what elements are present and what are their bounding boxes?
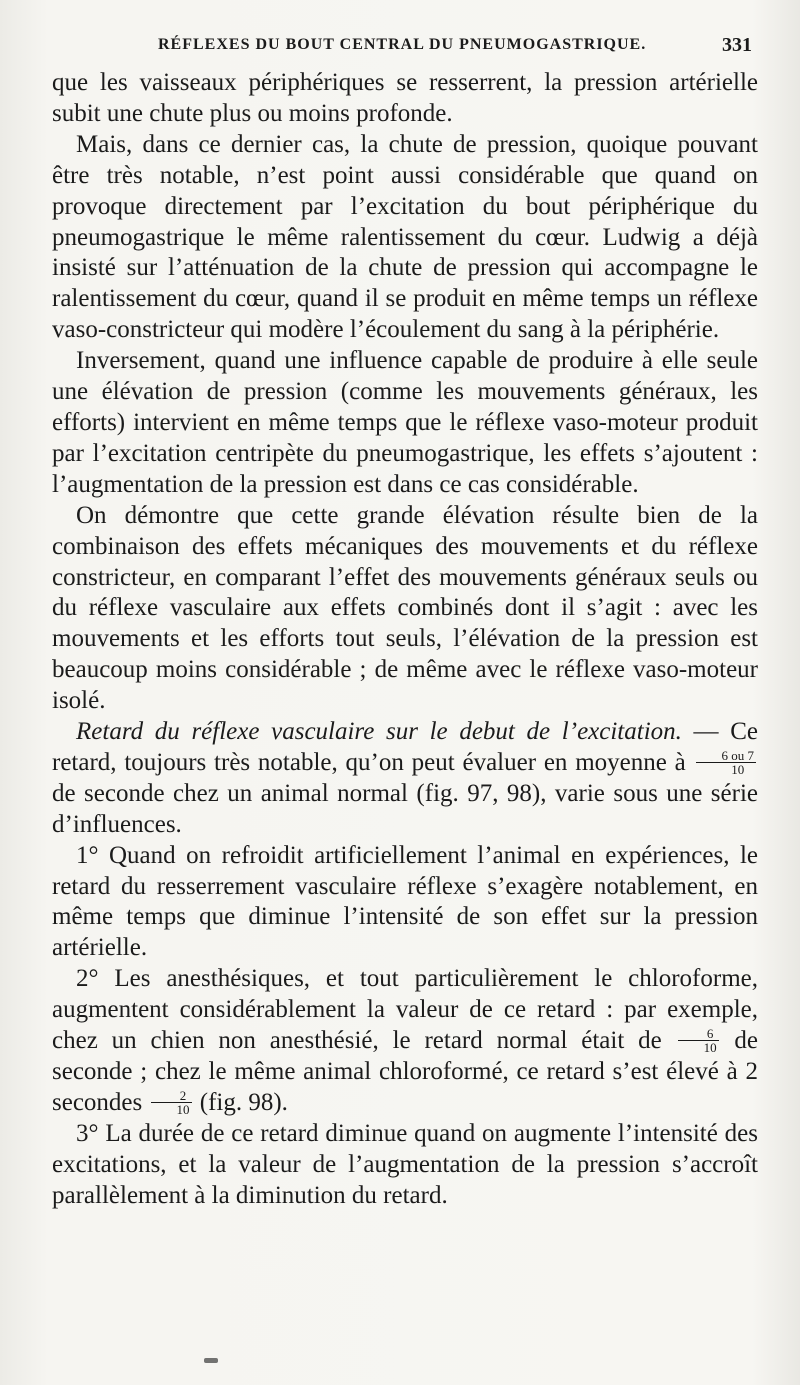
paragraph-3: Inversement, quand une influence capable de produire à elle seule une élévation de pression (comme les mouvements généraux, les efforts) intervient en même temps que le réflexe vaso-moteur produit par l’excitation centripète du pneumogastrique, les effets s’ajoutent : l’augmentation de la pression est dans ce cas considérable.: [52, 347, 758, 498]
paragraph-7: [52, 964, 758, 1119]
paragraph-4: On démontre que cette grande élévation résulte bien de la combinaison des effets mécaniques des mouvements et du réflexe constricteur, en comparant l’effet des mouvements généraux seuls ou du réflexe vasculaire aux effets combinés dont il s’agit : avec les mouvements et les efforts tout seuls, l’élévation de la pression est beaucoup moins considérable ; de même avec le réflexe vaso-moteur isolé.: [52, 501, 758, 715]
fraction-numerator: 6: [678, 1027, 719, 1041]
fraction-denominator: 10: [731, 761, 745, 777]
page-number: 331: [722, 34, 752, 56]
paragraph-5-text-a: — Ce retard, toujours très notable, qu’on peut évaluer en moyenne à: [52, 718, 758, 776]
paragraph-1: que les vaisseaux périphériques se resserrent, la pression artérielle subit une chute plus ou moins profonde.: [52, 69, 758, 127]
paragraph-7-text-c: (fig. 98).: [193, 1088, 288, 1116]
paragraph-6: 1° Quand on refroidit artificiellement l’animal en expériences, le retard du resserrement vasculaire réflexe s’exagère notablement, en même temps que diminue l’intensité de son effet sur la pression artérielle.: [52, 841, 758, 962]
paragraph-8: 3° La durée de ce retard diminue quand on augmente l’intensité des excitations, et la valeur de l’augmentation de la pression s’accroît parallèlement à la diminution du retard.: [52, 1119, 758, 1209]
paragraph-5: [52, 717, 758, 841]
section-heading: Retard du réflexe vasculaire sur le debut de l’excitation.: [76, 718, 682, 746]
paragraph-2: Mais, dans ce dernier cas, la chute de pression, quoique pouvant être très notable, n’est point aussi considérable que quand on provoque directement par l’excitation du bout périphérique du pneumogastrique le même ralentissement du cœur. Ludwig a déjà insisté sur l’atténuation de la chute de pression qui accompagne le ralentissement du cœur, quand il se produit en même temps un réflexe vaso-constricteur qui modère l’écoulement du sang à la périphérie.: [52, 130, 758, 344]
fraction-numerator: 6 ou 7: [696, 749, 757, 763]
fraction-chloroform-delay: [151, 1089, 192, 1116]
running-title: RÉFLEXES DU BOUT CENTRAL DU PNEUMOGASTRIQUE.: [158, 36, 647, 53]
fraction-denominator: 10: [703, 1039, 717, 1055]
page-header: [58, 34, 752, 58]
paragraph-7-text-b: de seconde ; chez le même animal chloroformé, ce retard s’est élevé à 2 secondes: [52, 1027, 758, 1116]
fraction-delay: [696, 749, 757, 776]
fraction-denominator: 10: [176, 1101, 190, 1117]
fraction-normal-delay: [678, 1027, 719, 1054]
printer-mark: [204, 1358, 218, 1363]
body-text: [52, 68, 758, 1212]
paragraph-5-text-b: de seconde chez un animal normal (fig. 97, 98), varie sous une série d’influences.: [52, 779, 758, 838]
fraction-numerator: 2: [151, 1089, 192, 1103]
paragraph-7-text-a: 2° Les anesthésiques, et tout particulièrement le chloroforme, augmentent considérablement la valeur de ce retard : par exemple, chez un chien non anesthésié, le retard normal était de: [52, 965, 758, 1055]
